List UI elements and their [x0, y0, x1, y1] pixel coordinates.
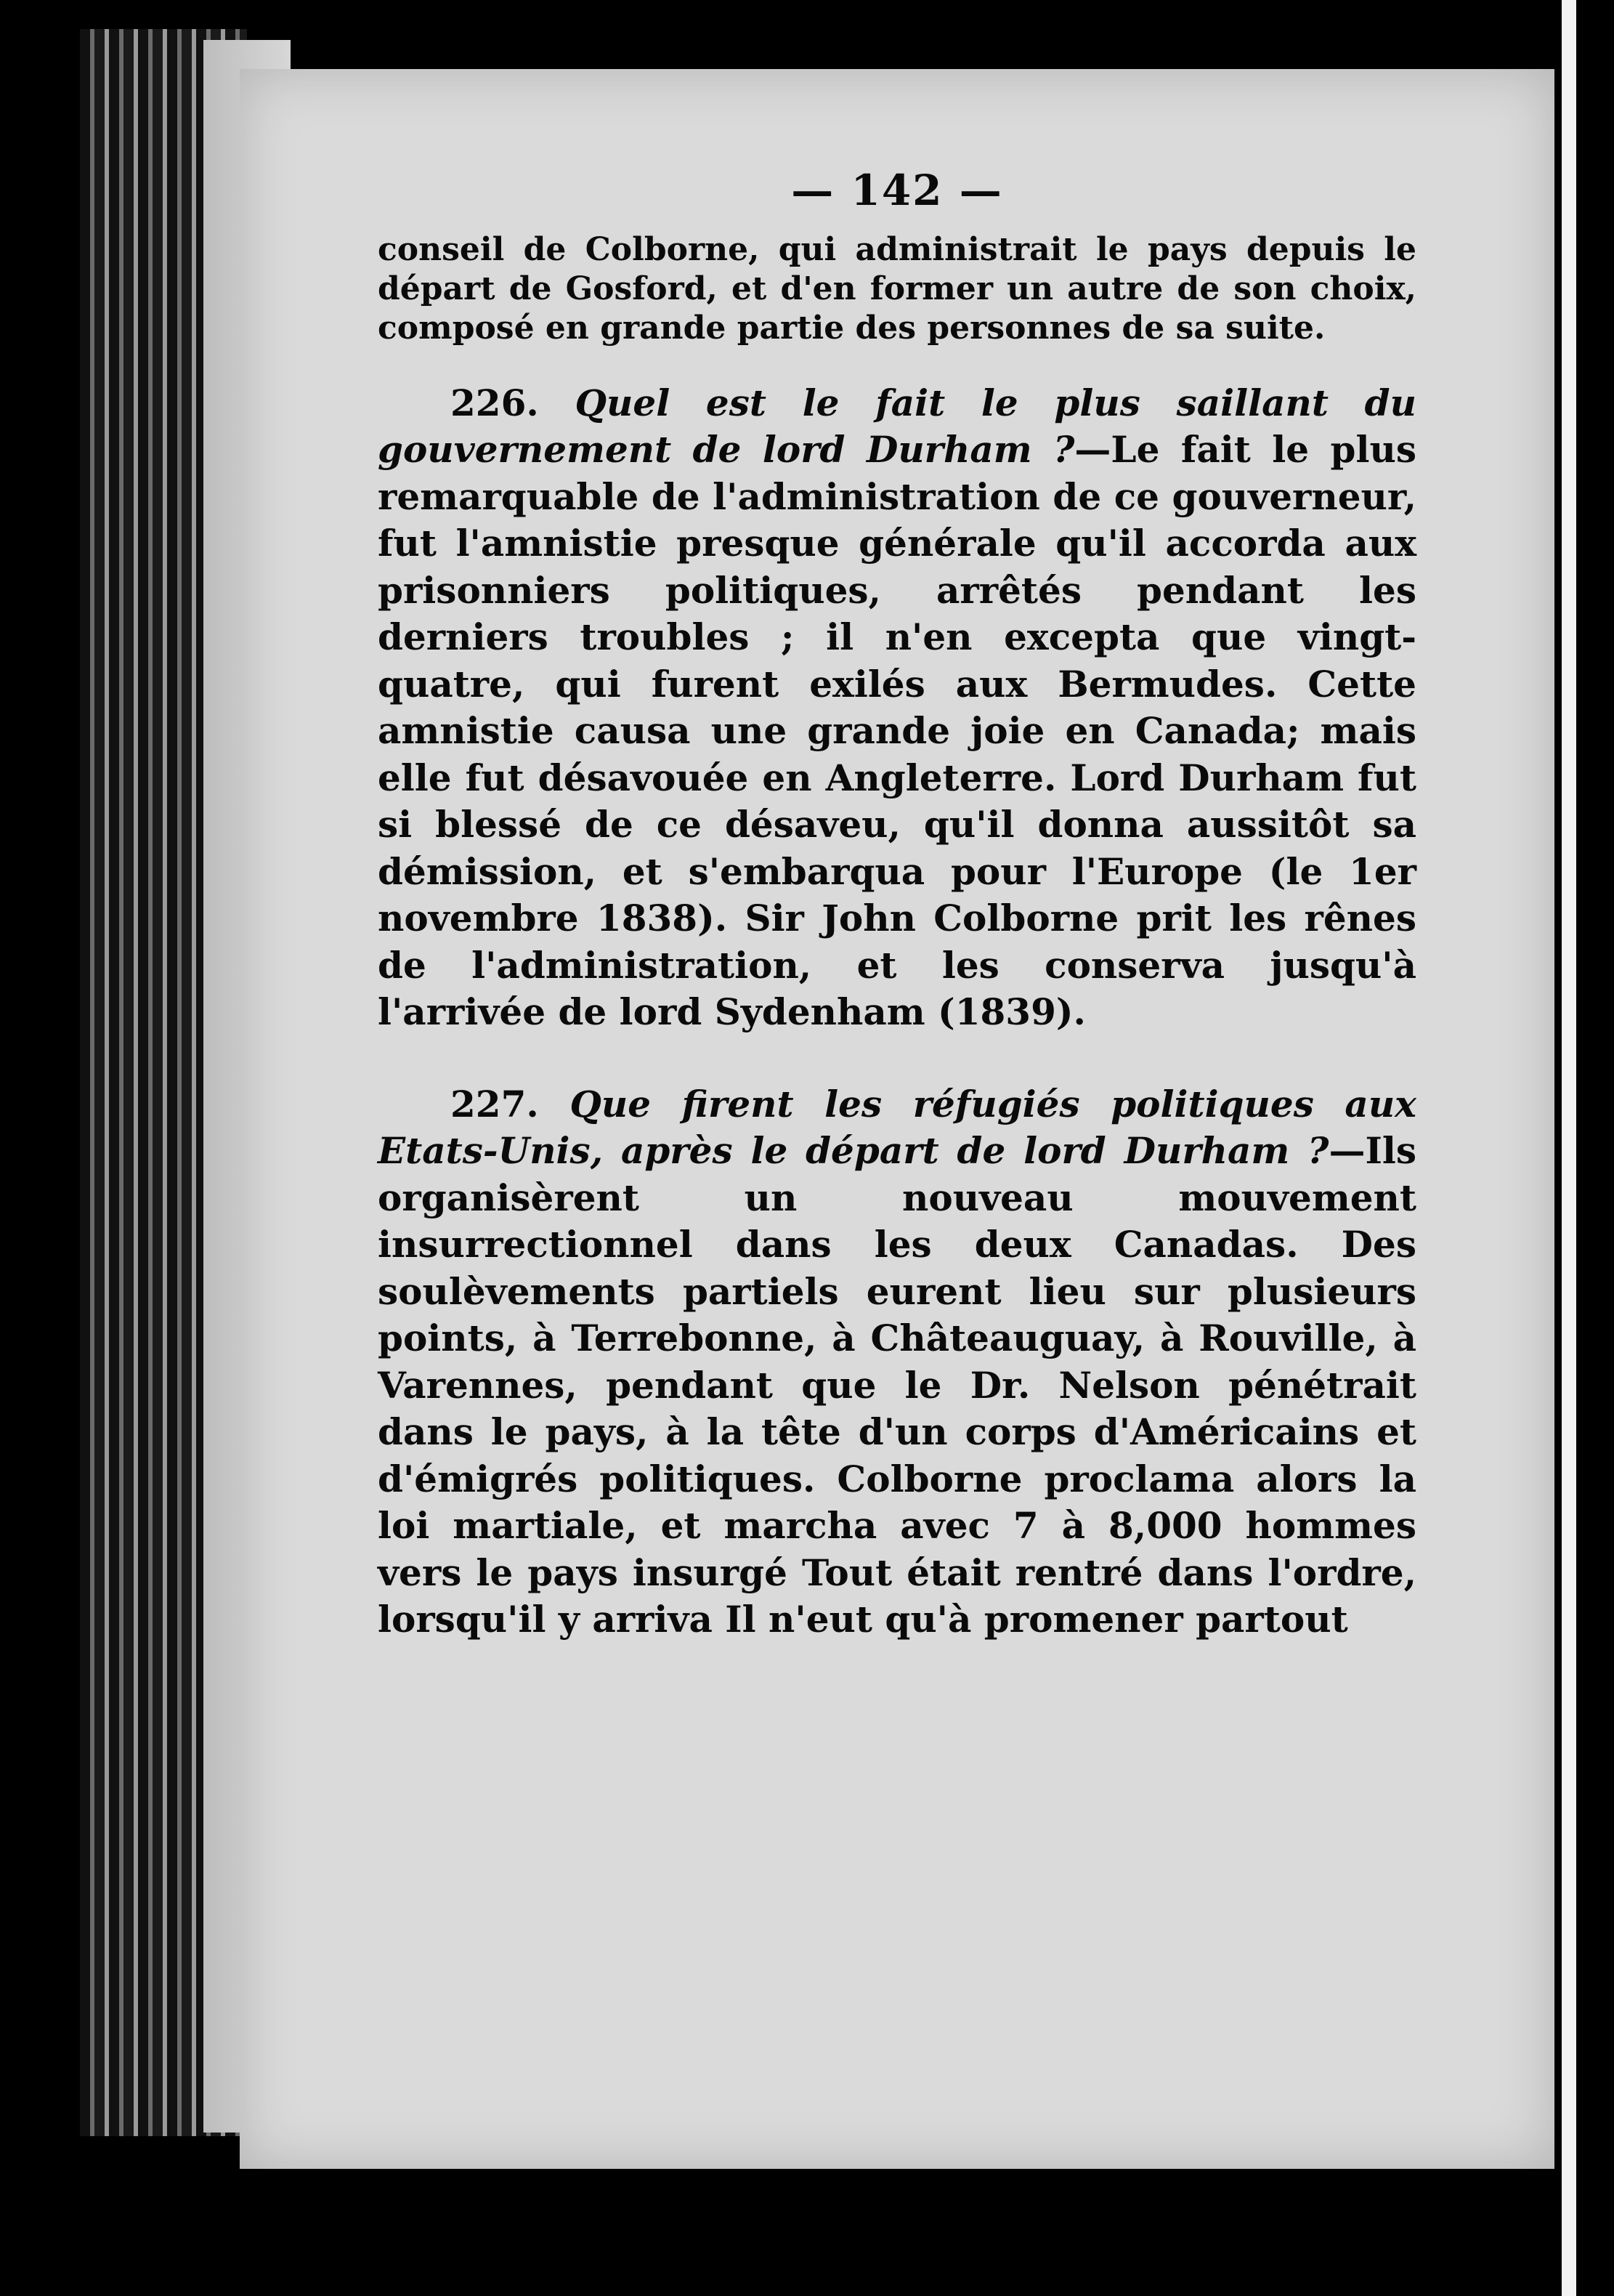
right-page-edge — [1562, 0, 1576, 2296]
section-question: Quel est le fait le plus saillant du gouvernement de lord Durham ? — [378, 381, 1416, 471]
page-number: — 142 — — [791, 166, 1003, 215]
section-227 — [378, 1081, 1416, 1644]
section-number: 227. — [450, 1082, 539, 1125]
page-text — [378, 167, 1416, 1689]
section-question: Que firent les réfugiés politiques aux Etats-Unis, après le départ de lord Durham ? — [378, 1082, 1416, 1172]
section-answer: —Ils organisèrent un nouveau mouvement insurrectionnel dans les deux Canadas. Des soulèvements partiels eurent lieu sur plusieurs points, à Terrebonne, à Châteauguay, à Rouville, à Varennes, pendant que le Dr. Nelson pénétrait dans le pays, à la tête d'un corps d'Américains et d'émigrés politiques. Colborne proclama alors la loi martiale, et marcha avec 7 à 8,000 hommes vers le pays insurgé Tout était rentré dans l'ordre, lorsqu'il y arriva Il n'eut qu'à promener partout — [378, 1129, 1416, 1641]
intro-paragraph: conseil de Colborne, qui administrait le pays depuis le départ de Gosford, et d'en former un autre de son choix, composé en grande partie des personnes de sa suite. — [378, 230, 1416, 347]
section-answer: —Le fait le plus remarquable de l'administration de ce gouverneur, fut l'amnistie presque générale qu'il accorda aux prisonniers politiques, arrêtés pendant les derniers troubles ; il n'en excepta que vingt-quatre, qui furent exilés aux Bermudes. Cette amnistie causa une grande joie en Canada; mais elle fut désavouée en Angleterre. Lord Durham fut si blessé de ce désaveu, qu'il donna aussitôt sa démission, et s'embarqua pour l'Europe (le 1er novembre 1838). Sir John Colborne prit les rênes de l'administration, et les conserva jusqu'à l'arrivée de lord Sydenham (1839). — [378, 428, 1416, 1033]
section-number: 226. — [450, 381, 539, 424]
section-226 — [378, 380, 1416, 1036]
